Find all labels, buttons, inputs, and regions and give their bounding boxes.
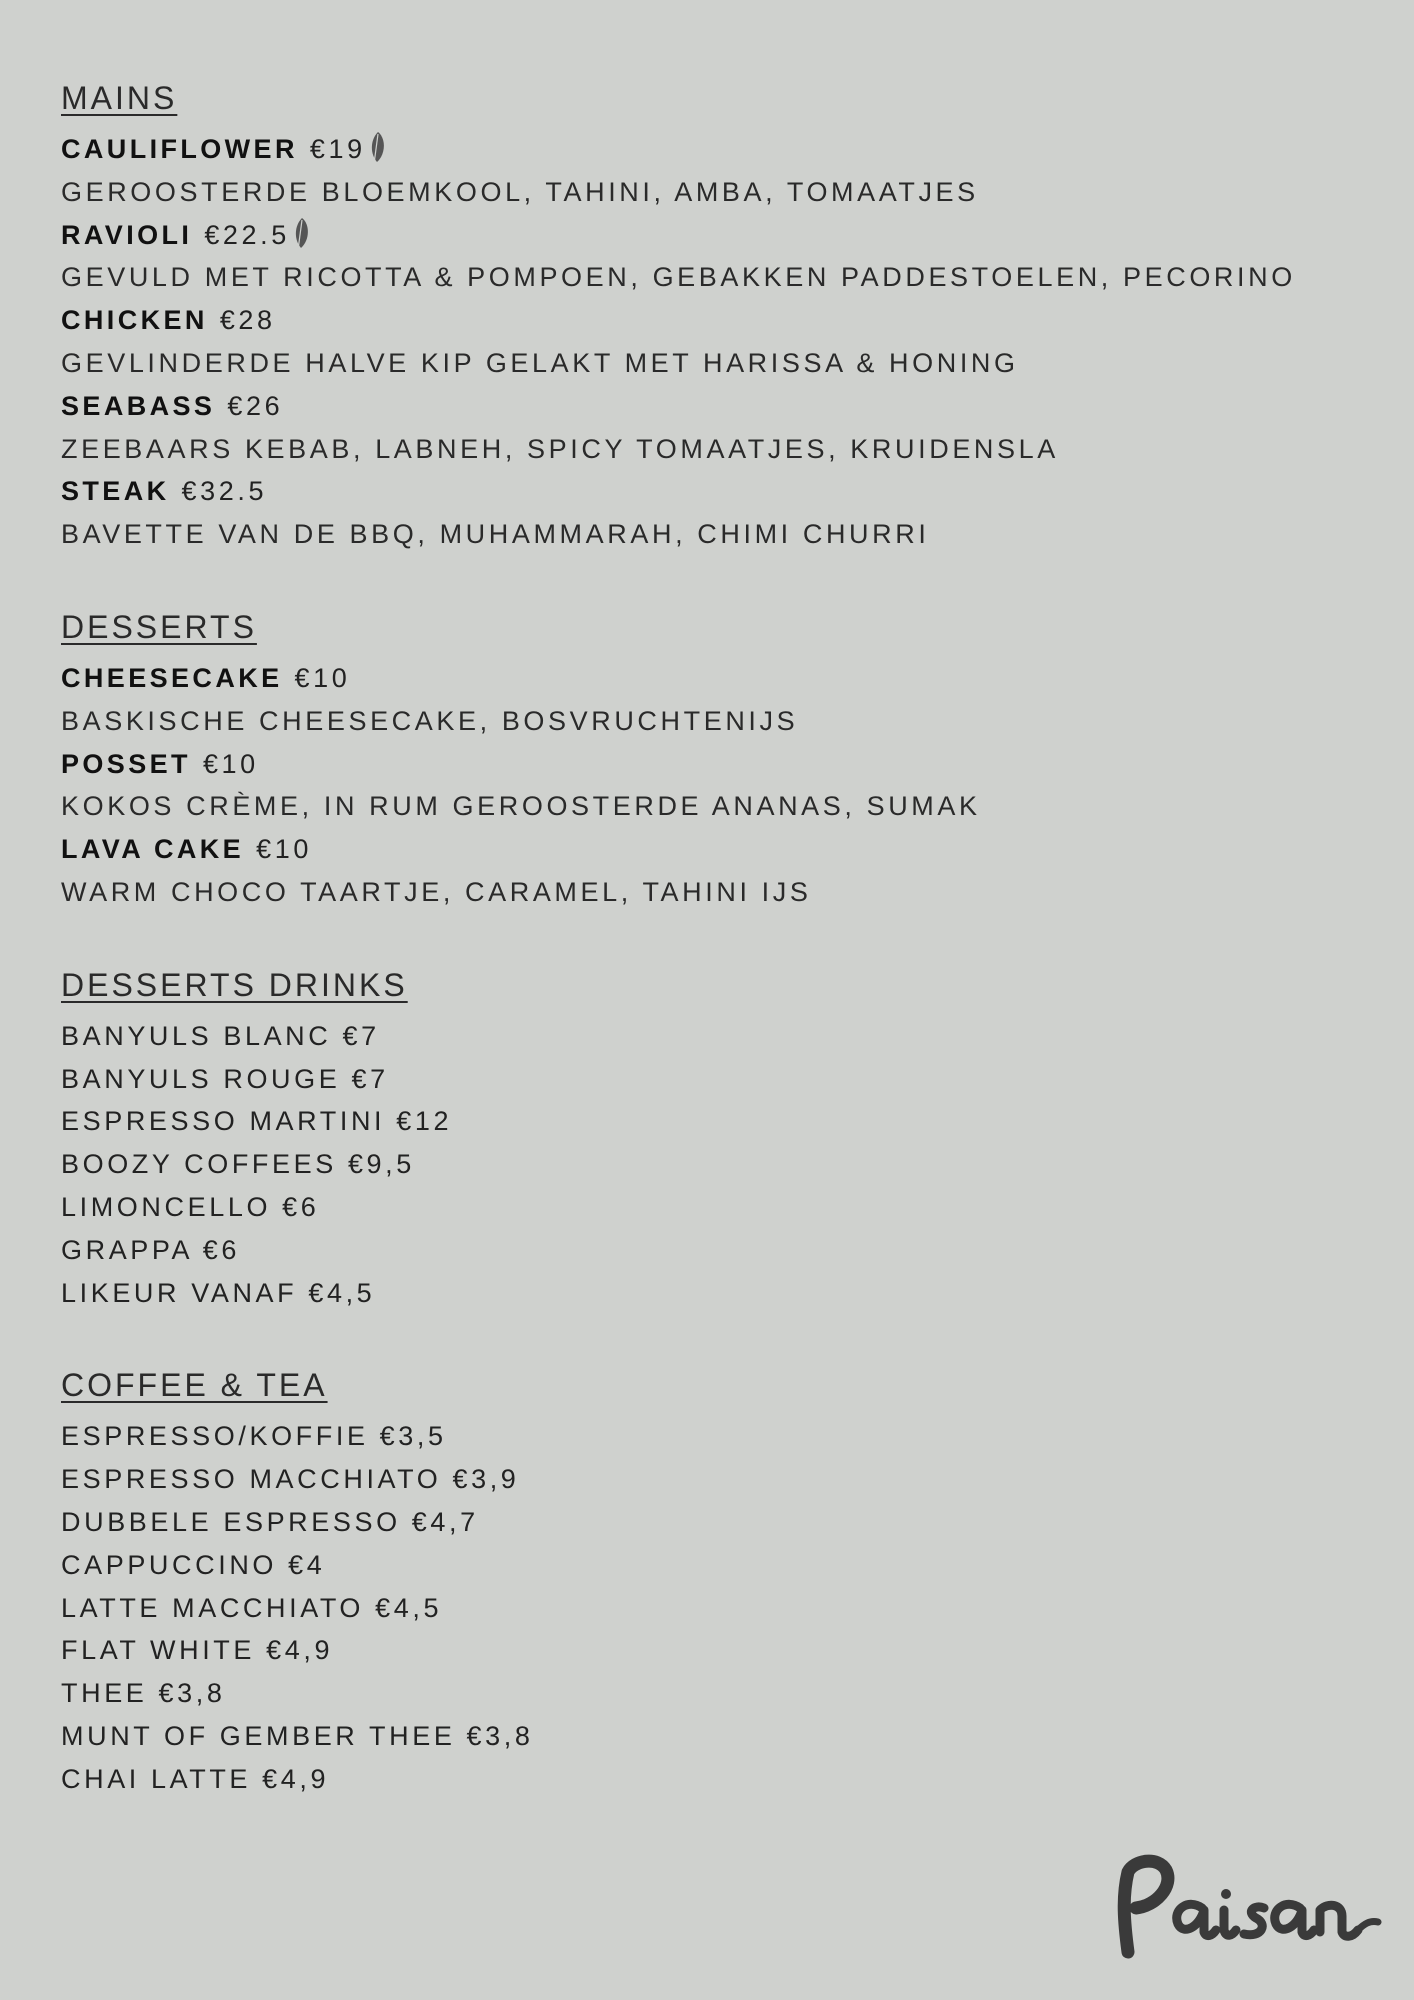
menu-list-item: ESPRESSO/KOFFIE €3,5 <box>61 1421 447 1452</box>
menu-item-heading <box>61 828 1374 871</box>
menu-item-price: €22.5 <box>204 219 290 250</box>
menu-item-price: €10 <box>294 662 351 693</box>
menu-item-price: €19 <box>309 134 366 164</box>
menu-item-name: SEABASS <box>61 390 216 421</box>
mains-section <box>61 72 1374 556</box>
menu-item-heading <box>61 743 1374 786</box>
menu-item-heading <box>61 128 1374 171</box>
menu-list-item: THEE €3,8 <box>61 1678 226 1709</box>
menu-item-description: KOKOS CRÈME, IN RUM GEROOSTERDE ANANAS, SUMAK <box>61 791 981 822</box>
menu-list-item: LIMONCELLO €6 <box>61 1191 320 1222</box>
menu-list-item: DUBBELE ESPRESSO €4,7 <box>61 1506 479 1537</box>
menu-item-description: BAVETTE VAN DE BBQ, MUHAMMARAH, CHIMI CHURRI <box>61 519 930 550</box>
menu-list-item: BANYULS BLANC €7 <box>61 1020 380 1051</box>
menu-item-heading <box>61 470 1374 513</box>
menu-item-price: €10 <box>202 748 259 779</box>
menu-list-item: FLAT WHITE €4,9 <box>61 1635 334 1666</box>
menu-item-name: CHEESECAKE <box>61 662 283 693</box>
paisan-logo <box>1106 1852 1382 1962</box>
menu-list-item: CHAI LATTE €4,9 <box>61 1763 330 1794</box>
leaf-icon <box>368 130 388 166</box>
menu-item-description: WARM CHOCO TAARTJE, CARAMEL, TAHINI IJS <box>61 876 812 907</box>
menu-list-item: ESPRESSO MACCHIATO €3,9 <box>61 1464 520 1495</box>
menu-list-item: LATTE MACCHIATO €4,5 <box>61 1592 443 1623</box>
menu-item-description: ZEEBAARS KEBAB, LABNEH, SPICY TOMAATJES, KRUIDENSLA <box>61 433 1059 464</box>
dessert-drinks-list <box>61 1015 1374 1315</box>
section-title-mains: MAINS <box>61 80 178 116</box>
menu-list-item: ESPRESSO MARTINI €12 <box>61 1106 453 1137</box>
menu-item-price: €26 <box>227 390 284 421</box>
menu-item-description: BASKISCHE CHEESECAKE, BOSVRUCHTENIJS <box>61 705 799 736</box>
menu-item-price: €28 <box>219 305 276 336</box>
menu-item-description: GEVULD MET RICOTTA & POMPOEN, GEBAKKEN PADDESTOELEN, PECORINO <box>61 262 1296 293</box>
menu-item-name: POSSET <box>61 748 191 779</box>
menu-page <box>61 72 1374 1846</box>
dessert-drinks-section <box>61 959 1374 1315</box>
menu-item-name: CAULIFLOWER <box>61 134 298 164</box>
menu-item-description: GEVLINDERDE HALVE KIP GELAKT MET HARISSA & HONING <box>61 347 1019 378</box>
menu-item-price: €10 <box>256 834 312 865</box>
menu-list-item: CAPPUCCINO €4 <box>61 1549 326 1580</box>
leaf-icon <box>292 216 312 252</box>
menu-list-item: MUNT OF GEMBER THEE €3,8 <box>61 1720 534 1751</box>
menu-item-heading <box>61 299 1374 342</box>
menu-item-heading <box>61 385 1374 428</box>
coffee-tea-list <box>61 1415 1374 1800</box>
menu-list-item: GRAPPA €6 <box>61 1234 240 1265</box>
desserts-section <box>61 601 1374 914</box>
coffee-tea-section <box>61 1359 1374 1800</box>
menu-item-heading <box>61 214 1374 257</box>
menu-item-price: €32.5 <box>181 476 268 507</box>
section-title-coffee-tea: COFFEE & TEA <box>61 1367 328 1404</box>
section-title-dessert-drinks: DESSERTS DRINKS <box>61 966 408 1003</box>
menu-list-item: LIKEUR VANAF €4,5 <box>61 1277 376 1308</box>
mains-list <box>61 128 1374 556</box>
desserts-list <box>61 657 1374 914</box>
menu-item-name: STEAK <box>61 476 170 507</box>
menu-list-item: BANYULS ROUGE €7 <box>61 1063 389 1094</box>
menu-item-heading <box>61 657 1374 700</box>
menu-item-description: GEROOSTERDE BLOEMKOOL, TAHINI, AMBA, TOMAATJES <box>61 176 979 207</box>
menu-item-name: RAVIOLI <box>61 219 193 250</box>
menu-item-name: CHICKEN <box>61 305 208 336</box>
section-title-desserts: DESSERTS <box>61 608 257 645</box>
menu-list-item: BOOZY COFFEES €9,5 <box>61 1149 415 1180</box>
menu-item-name: LAVA CAKE <box>61 834 245 865</box>
